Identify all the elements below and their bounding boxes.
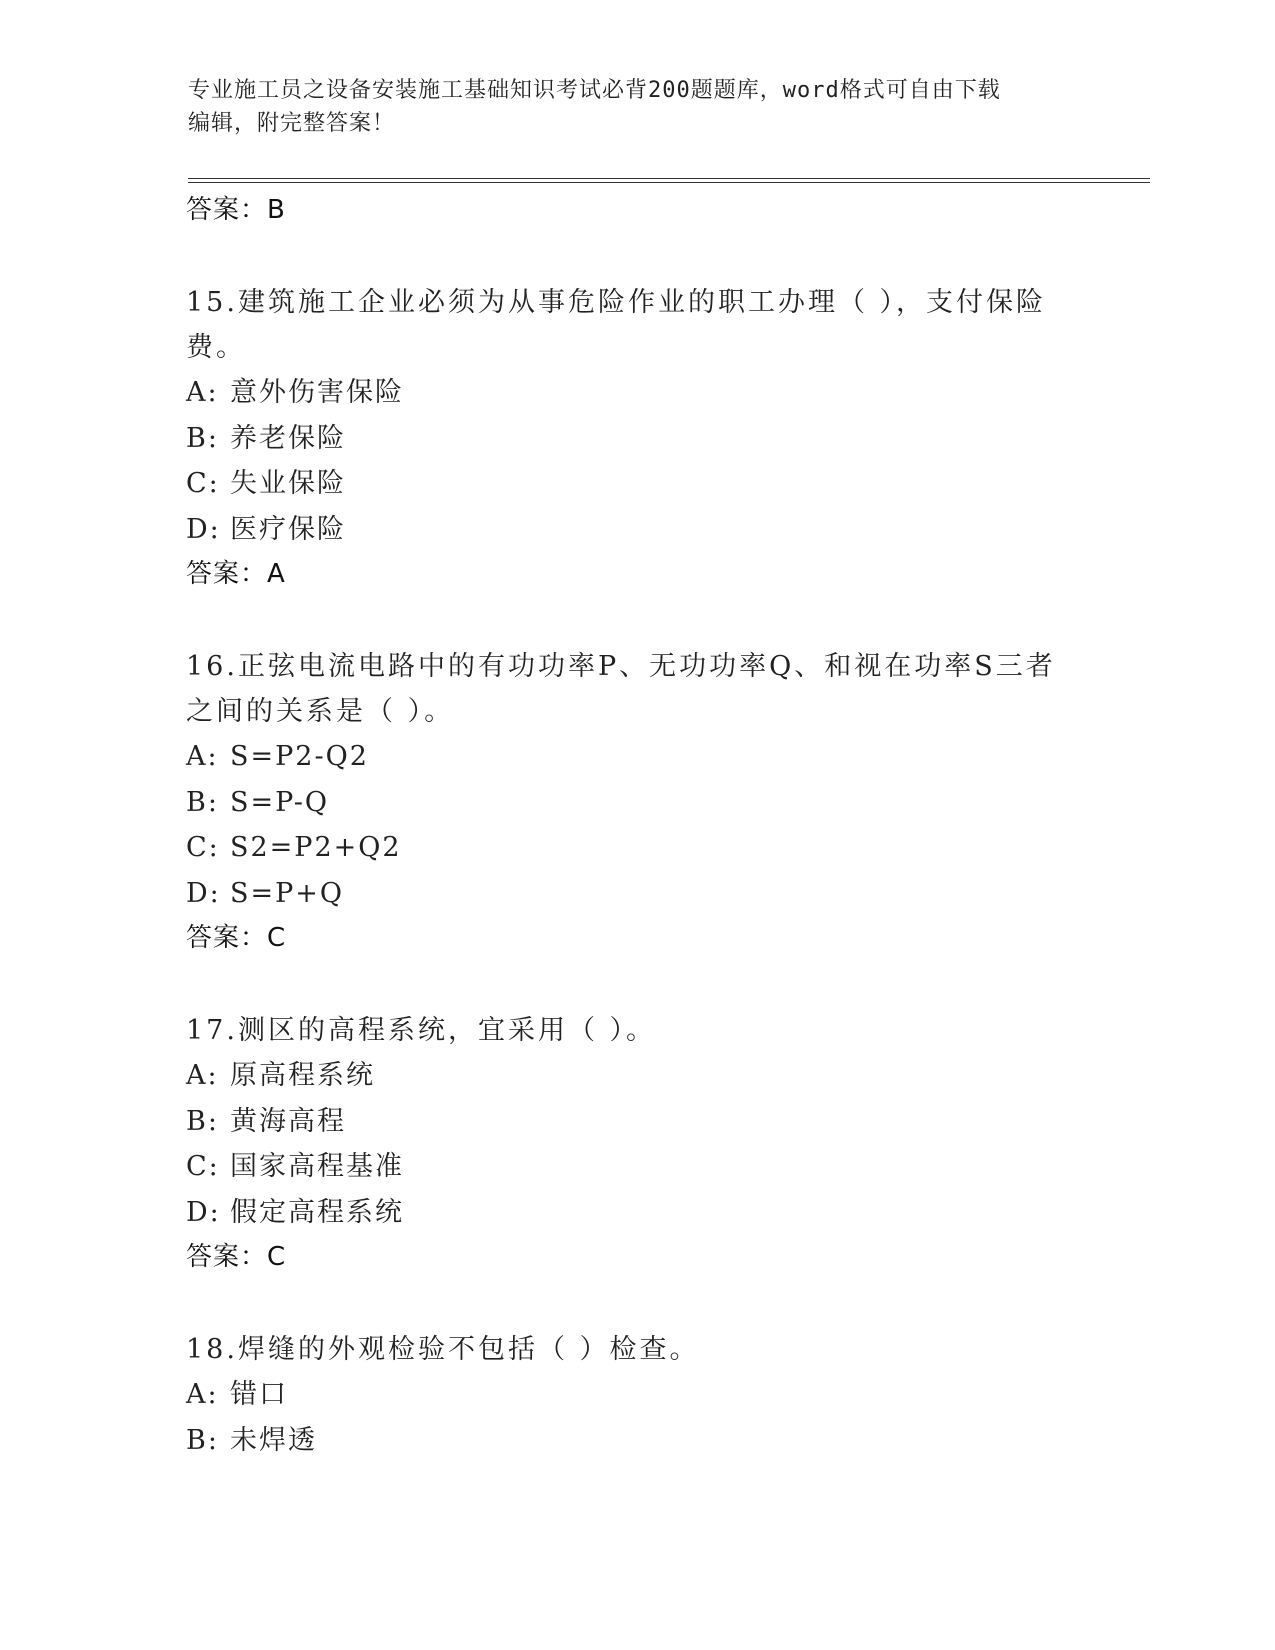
option-c <box>186 825 1076 871</box>
header-line-1: 专业施工员之设备安装施工基础知识考试必背200题题库，word格式可自由下载 <box>188 78 1001 103</box>
option-b <box>186 780 1076 826</box>
option-letter: B: <box>186 1424 219 1456</box>
option-b <box>186 1099 1076 1145</box>
previous-answer: 答案：B <box>186 195 286 225</box>
option-a <box>186 370 1076 416</box>
header-divider-bottom <box>188 182 1150 183</box>
question-15 <box>186 280 1076 597</box>
option-letter: D: <box>186 513 221 545</box>
answer: 答案：C <box>186 923 287 953</box>
option-text: 国家高程基准 <box>230 1151 404 1182</box>
option-letter: C: <box>186 832 220 863</box>
option-letter: B: <box>186 422 219 454</box>
option-letter: A: <box>186 1379 219 1410</box>
option-text: 假定高程系统 <box>230 1196 404 1228</box>
question-text: 16.正弦电流电路中的有功功率P、无功功率Q、和视在功率S三者之间的关系是（ ）。 <box>186 651 1056 727</box>
question-list <box>186 188 1076 1463</box>
option-d <box>186 871 1076 917</box>
option-text: 未焊透 <box>230 1424 317 1456</box>
document-header <box>188 74 1068 140</box>
question-text: 17.测区的高程系统，宜采用（ ）。 <box>186 1015 657 1046</box>
option-d <box>186 507 1076 553</box>
option-letter: D: <box>186 1196 221 1228</box>
question-17 <box>186 1008 1076 1280</box>
option-text: S2=P2+Q2 <box>230 832 402 863</box>
option-letter: D: <box>186 877 221 909</box>
option-text: 黄海高程 <box>230 1105 346 1137</box>
option-text: 原高程系统 <box>230 1060 375 1091</box>
header-divider-top <box>188 178 1150 179</box>
option-text: 错口 <box>230 1379 288 1410</box>
option-text: S=P2-Q2 <box>230 741 369 772</box>
spacer <box>186 961 1076 1008</box>
option-text: 养老保险 <box>230 422 346 454</box>
spacer <box>186 597 1076 644</box>
spacer <box>186 233 1076 280</box>
question-text: 18.焊缝的外观检验不包括（ ）检查。 <box>186 1334 700 1365</box>
option-c <box>186 1144 1076 1190</box>
option-a <box>186 1053 1076 1099</box>
option-c <box>186 461 1076 507</box>
header-line-2: 编辑，附完整答案！ <box>188 111 396 136</box>
option-d <box>186 1190 1076 1236</box>
option-text: 意外伤害保险 <box>230 377 404 408</box>
option-b <box>186 416 1076 462</box>
option-text: 医疗保险 <box>230 513 346 545</box>
option-text: S=P+Q <box>230 877 345 909</box>
option-letter: B: <box>186 786 219 818</box>
option-letter: B: <box>186 1105 219 1137</box>
question-16 <box>186 644 1076 961</box>
option-letter: C: <box>186 1151 220 1182</box>
option-a <box>186 734 1076 780</box>
option-letter: A: <box>186 741 219 772</box>
spacer <box>186 1280 1076 1327</box>
option-letter: A: <box>186 377 219 408</box>
option-letter: C: <box>186 468 220 499</box>
option-text: S=P-Q <box>230 786 330 818</box>
option-a <box>186 1372 1076 1418</box>
question-text: 15.建筑施工企业必须为从事危险作业的职工办理（ ），支付保险费。 <box>186 287 1047 363</box>
option-text: 失业保险 <box>230 468 346 499</box>
option-letter: A: <box>186 1060 219 1091</box>
option-b <box>186 1418 1076 1464</box>
answer: 答案：C <box>186 1242 287 1272</box>
question-18 <box>186 1327 1076 1463</box>
answer: 答案：A <box>186 559 286 589</box>
